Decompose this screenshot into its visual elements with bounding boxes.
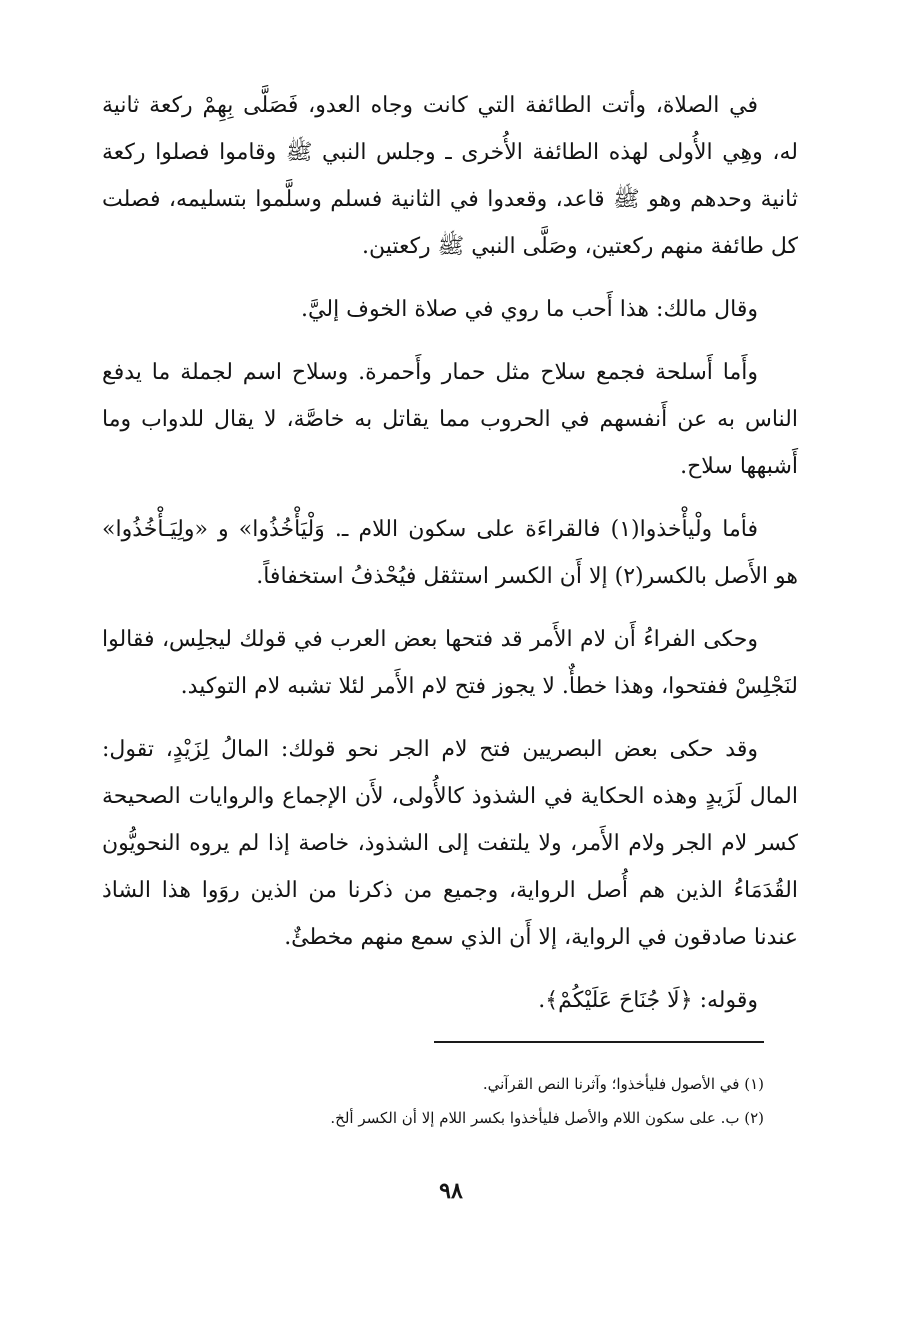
paragraph-quote: وقوله: ﴿لَا جُنَاحَ عَلَيْكُمْ﴾.	[538, 988, 758, 1013]
footnote-divider	[434, 1041, 764, 1043]
paragraph-malik: وقال مالك: هذا أَحب ما روي في صلاة الخوف إليَّ.	[301, 297, 758, 322]
paragraph-basrians: وقد حكى بعض البصريين فتح لام الجر نحو قولك: المالُ لِزَيْدٍ، تقول: المال لَزَيدٍ وهذه الحكاية في الشذوذ كالأُولى، لأَن الإجماع والروايات الصحيحة كسر لام الجر ولام الأَمر، ولا يلتفت إلى الشذوذ، خاصة إذا لم يروه النحويُّون القُدَمَاءُ الذين هم أُصل الرواية، وجميع من ذكرنا من الذين روَوا هذا الشاذ عندنا صادقون في الرواية، إلا أَن الذي سمع منهم مخطئٌ.	[102, 737, 798, 950]
paragraph-weapons: وأَما أَسلحة فجمع سلاح مثل حمار وأَحمرة. وسلاح اسم لجملة ما يدفع الناس به عن أَنفسهم في الحروب مما يقاتل به خاصَّة، لا يقال للدواب وما أَشبهها سلاح.	[102, 360, 798, 479]
paragraph-reading: فأما ولْيأْخذوا(١) فالقراءَة على سكون اللام ـ. وَلْيَأْخُذُوا» و «ولِيَـأْخُذُوا» هو الأَصل بالكسر(٢) إلا أَن الكسر استثقل فيُحْذفُ استخفافاً.	[102, 517, 798, 589]
paragraph-prayer: في الصلاة، وأتت الطائفة التي كانت وجاه العدو، فَصَلَّى بِهِمْ ركعة ثانية له، وهِي الأُولى لهذه الطائفة الأُخرى ـ وجلس النبي ﷺ وقاموا فصلوا ركعة ثانية وحدهم وهو ﷺ قاعد، وقعدوا في الثانية فسلم وسلَّموا بتسليمه، فصلت كل طائفة منهم ركعتين، وصَلَّى النبي ﷺ ركعتين.	[102, 93, 798, 259]
footnote-2: (٢) ب. على سكون اللام والأصل فليأخذوا بكسر اللام إلا أن الكسر ألخ.	[330, 1109, 764, 1127]
footnote-1: (١) في الأصول فليأخذوا؛ وآثرنا النص القرآني.	[482, 1075, 764, 1093]
main-text	[102, 82, 798, 1024]
paragraph-farra: وحكى الفراءُ أَن لام الأَمر قد فتحها بعض العرب في قولك ليجلِس، فقالوا لنَجْلِسْ ففتحوا، وهذا خطأٌ. لا يجوز فتح لام الأَمر لئلا تشبه لام التوكيد.	[102, 627, 798, 699]
page-number: ٩٨	[439, 1178, 463, 1204]
footnotes	[102, 1067, 764, 1135]
